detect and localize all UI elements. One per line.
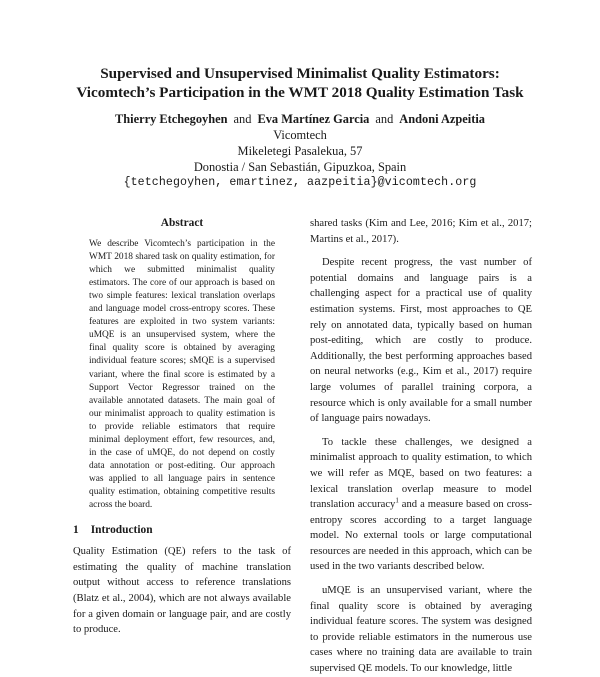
- right-paragraph-0: shared tasks (Kim and Lee, 2016; Kim et al., 2017; Martins et al., 2017).: [310, 218, 532, 245]
- footnote-marker[interactable]: 1: [395, 496, 399, 505]
- left-column: [73, 216, 291, 638]
- section-title: Introduction: [90, 523, 153, 536]
- right-paragraph-3: uMQE is an unsupervised variant, where the final quality score is obtained by averaging individual feature scores. The system was designed to provide reliable estimators in the numerous use cases where no training data are available to train supervised QE models. To our knowledge, little: [310, 585, 532, 675]
- right-paragraph-2: [310, 435, 532, 575]
- right-column: [310, 216, 532, 677]
- paper-title: [0, 64, 600, 102]
- author-connector: and: [375, 112, 394, 126]
- title-line-1: Supervised and Unsupervised Minimalist Quality Estimators:: [100, 65, 500, 82]
- affiliation: Vicomtech: [273, 128, 327, 142]
- author-3: Andoni Azpeitia: [399, 112, 485, 126]
- author-connector: and: [233, 112, 252, 126]
- right-paragraph-1: Despite recent progress, the vast number of potential domains and language pairs is a challenging aspect for a practical use of quality estimation systems. First, most approaches to QE rely on annotated data, typically based on human post-editing, which are costly to produce. Additionally, the best performing approaches based on neural networks (e.g., Kim et al., 2017) require large volumes of parallel training corpora, a resource which is only available for a small number of language pairs nowadays.: [310, 257, 532, 425]
- author-2: Eva Martínez Garcia: [257, 112, 370, 126]
- intro-paragraph-1: Quality Estimation (QE) refers to the task of estimating the quality of machine translation output without access to reference translations (Blatz et al., 2004), which are not always available for a given domain or language pair, and are costly to produce.: [73, 546, 291, 636]
- author-emails: {tetchegoyhen, emartinez, aazpeitia}@vicomtech.org: [123, 176, 477, 189]
- paragraph-2-text-b: and a measure based on cross-entropy scores according to a target language model. No external tools or large computational resources are needed in this approach, which can be used in the two variants described below.: [310, 499, 532, 573]
- abstract-heading: Abstract: [160, 217, 204, 229]
- author-block: [0, 111, 600, 191]
- author-1: Thierry Etchegoyhen: [115, 112, 228, 126]
- abstract-text: We describe Vicomtech’s participation in the WMT 2018 shared task on quality estimation, for which we submitted minimalist quality estimators. The core of our approach is based on two simple features: lexical translation overlaps and language model cross-entropy scores. These features are exploited in two system variants: uMQE is an unsupervised system, where the final quality score is obtained by averaging individual feature scores; sMQE is a supervised variant, where the final score is estimated by a Support Vector Regressor trained on the available annotated datasets. The main goal of our minimalist approach to quality estimation is to provide reliable estimators that require minimal deployment effort, few resources, and, in the case of uMQE, do not depend on costly data annotation or post-editing. Our approach was applied to all language pairs in sentence quality estimation, obtaining competitive results across the board.: [89, 238, 275, 511]
- address-line-1: Mikeletegi Pasalekua, 57: [237, 144, 363, 158]
- address-line-2: Donostia / San Sebastián, Gipuzkoa, Spain: [193, 160, 407, 174]
- paragraph-2-text-a: To tackle these challenges, we designed a minimalist approach to quality estimation, to which we will refer as MQE, based on two features: a lexical translation overlap measure to model translation accuracy: [310, 436, 532, 511]
- section-heading-introduction: [73, 523, 291, 539]
- section-number: 1: [73, 523, 79, 536]
- author-names: [0, 111, 600, 127]
- title-line-2: Vicomtech’s Participation in the WMT 2018 Quality Estimation Task: [76, 84, 524, 101]
